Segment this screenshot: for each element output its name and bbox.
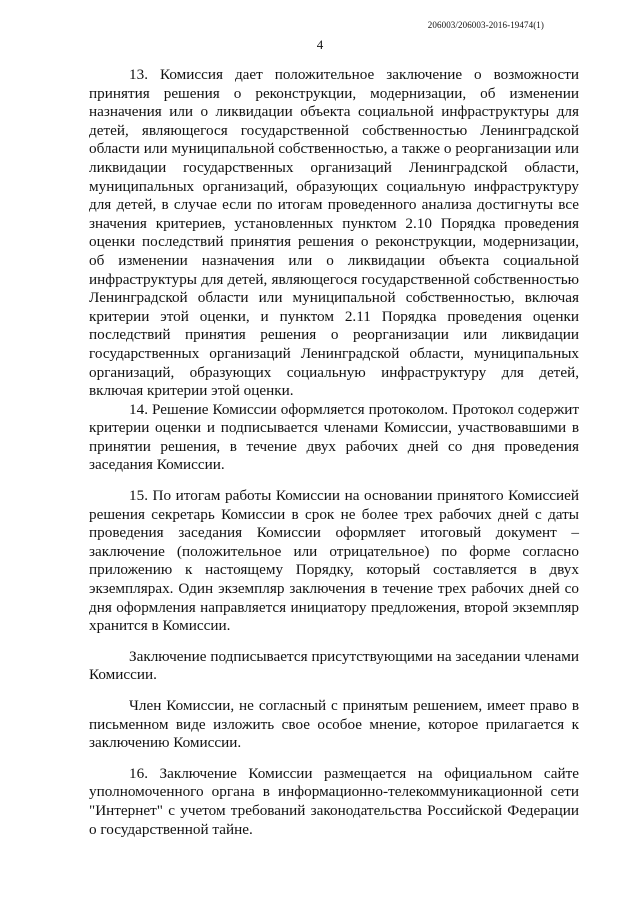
paragraph-15: 15. По итогам работы Комиссии на основании принятого Комиссией решения секретарь Комиссии в срок не более трех рабочих дней с даты проведения заседания Комиссии оформляет итоговый документ – заключение (положительное или отрицательное) по форме согласно приложению к настоящему Порядку, который составляется в двух экземплярах. Один экземпляр заключения в течение трех рабочих дней со дня оформления направляется инициатору предложения, второй экземпляр хранится в Комиссии.	[89, 487, 579, 635]
page-number: 4	[316, 37, 324, 52]
paragraph-13: 13. Комиссия дает положительное заключение о возможности принятия решения о реконструкции, модернизации, об изменении назначения или о ликвидации объекта социальной инфраструктуры для детей, являющегося государственной собственностью Ленинградской области или муниципальной собственностью, а также о реорганизации или ликвидации государственных организаций Ленинградской области, муниципальных организаций, образующих социальную инфраструктуру для детей, в случае если по итогам проведенного анализа достигнуты все значения критериев, установленных пунктом 2.10 Порядка проведения оценки последствий принятия решения о реконструкции, модернизации, об изменении назначения или о ликвидации объекта социальной инфраструктуры для детей, являющегося государственной собственностью Ленинградской области или муниципальной собственностью, включая критерии этой оценки, и пунктом 2.11 Порядка проведения оценки последствий принятия решения о реорганизации или ликвидации государственных организаций Ленинградской области, муниципальных организаций, образующих социальную инфраструктуру для детей, включая критерии этой оценки.	[89, 66, 579, 400]
paragraph-signature-note: Заключение подписывается присутствующими на заседании членами Комиссии.	[89, 647, 579, 684]
paragraph-14: 14. Решение Комиссии оформляется протоколом. Протокол содержит критерии оценки и подписывается членами Комиссии, участвовавшими в принятии решения, в течение двух рабочих дней со дня проведения заседания Комиссии.	[89, 400, 579, 474]
document-body	[89, 66, 579, 839]
document-id: 206003/206003-2016-19474(1)	[427, 20, 544, 30]
paragraph-16: 16. Заключение Комиссии размещается на официальном сайте уполномоченного органа в информационно-телекоммуникационной сети "Интернет" с учетом требований законодательства Российской Федерации о государственной тайне.	[89, 764, 579, 838]
paragraph-dissent-note: Член Комиссии, не согласный с принятым решением, имеет право в письменном виде изложить свое особое мнение, которое прилагается к заключению Комиссии.	[89, 697, 579, 752]
